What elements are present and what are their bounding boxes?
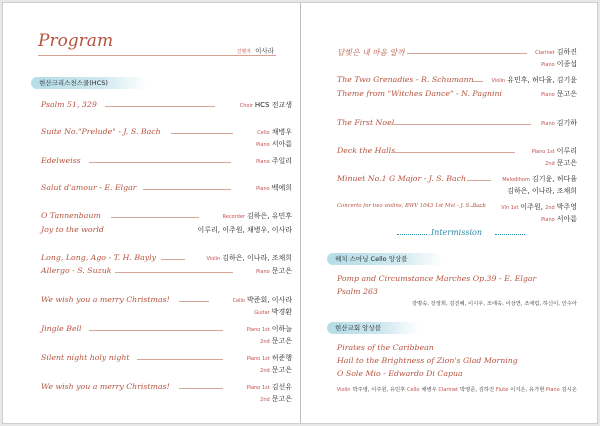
performer-line: [247, 382, 292, 392]
leader-line: [115, 272, 233, 273]
right-page: [301, 3, 599, 423]
performer-role: Piano: [256, 159, 270, 165]
leader-line: [473, 81, 483, 82]
performer-names: 이루리: [556, 147, 577, 155]
performer-role: Piano 1st: [246, 327, 270, 333]
leader-line: [407, 53, 527, 54]
piece-title: Theme from "Witches Dance" - N. Pagnini: [337, 89, 502, 98]
performer-role: Piano 1st: [531, 149, 555, 155]
performer-names: 박준회, 이사라: [246, 296, 292, 304]
leader-line: [171, 133, 233, 134]
mc-name: 이사라: [255, 47, 274, 55]
performer-names: 채병우: [271, 128, 292, 136]
performer-line: [240, 100, 292, 110]
credit-names: 채병우: [421, 387, 437, 393]
performer-role: Vln 1st: [501, 205, 519, 211]
piece-title: O Sole Mio - Edwardo Di Capua: [337, 369, 463, 378]
performer-names: 허준행: [271, 354, 292, 362]
mc-credit: [237, 46, 274, 55]
performer-line: [233, 295, 292, 305]
performer-role: Choir: [239, 103, 253, 109]
performer-role: Piano 1st: [246, 356, 270, 362]
performer-line: [207, 253, 292, 263]
title-underline: [38, 55, 276, 56]
performer-line: [541, 59, 577, 69]
performer-names: 유민후, 허다율, 김기윤: [507, 76, 577, 84]
performer-line: [247, 324, 292, 334]
performer-line: [492, 75, 577, 85]
performer-line: [256, 266, 292, 276]
section-label-hcs: 현산크리스천스쿨(HCS): [31, 77, 147, 89]
piece-title: Allergo - S. Suzuk: [41, 266, 112, 275]
leader-line: [393, 152, 515, 153]
performer-line: [256, 183, 292, 193]
leader-line: [111, 217, 199, 218]
performer-names: 문고은: [271, 366, 292, 374]
credit-role: Cello: [406, 387, 420, 393]
performer-names: 이하늘: [271, 325, 292, 333]
performer-role: Piano: [541, 217, 555, 223]
performer-names: 김하은, 유민후: [246, 212, 292, 220]
leader-line: [143, 189, 231, 190]
performer-line: [541, 89, 577, 99]
piece-title: Hail to the Brightness of Zion's Glad Morning: [337, 356, 518, 365]
piece-title: Jingle Bell: [41, 324, 82, 333]
performer-role: Melodihorn: [502, 177, 530, 183]
piece-title: We wish you a merry Christmas!: [41, 382, 170, 391]
piece-title: O Tannenbaum: [41, 211, 101, 220]
performer-names: HCS 전교생: [254, 101, 292, 109]
piece-title: 답빛은 내 마음 알까: [337, 48, 405, 57]
performer-names: 김하은, 이나라, 조채희: [222, 254, 292, 262]
leader-line: [89, 330, 223, 331]
performer-names: 이루리, 이주원, 채병우, 이사라: [197, 226, 292, 234]
piece-title: Concerto for two violins, BWV 1043 1st Mvt - J. S. Bach: [337, 203, 486, 209]
performer-names: 김하은, 이나라, 조채희: [507, 187, 577, 195]
performer-names: 문고은: [271, 395, 292, 403]
performer-line: [254, 307, 292, 317]
performer-names: 김기하: [556, 119, 577, 127]
performer-names: 문고은: [271, 337, 292, 345]
performer-line: [223, 211, 292, 221]
performer-role: 2nd: [545, 205, 555, 211]
ensemble-members: 강명숙, 강정희, 김진혜, 이시우, 조애숙, 이상연, 조애림, 하신이, 인수아: [411, 301, 577, 307]
performer-names: 서아름: [271, 140, 292, 148]
performer-role: Piano: [541, 62, 555, 68]
leader-line: [179, 388, 223, 389]
page-title: Program: [38, 31, 114, 51]
performer-line: [532, 146, 577, 156]
leader-line: [137, 359, 223, 360]
credit-role: Flute: [495, 387, 509, 393]
performer-line: [501, 202, 577, 212]
leader-line: [161, 259, 185, 260]
performer-role: 2nd: [260, 397, 270, 403]
performer-role: Recorder: [222, 214, 245, 220]
performer-line: [256, 139, 292, 149]
performer-role: Piano: [541, 92, 555, 98]
piece-title: Joy to the world: [41, 225, 104, 234]
performer-role: Piano: [541, 121, 555, 127]
performer-names: 문고은: [556, 90, 577, 98]
piece-title: The Two Grenadies - R. Schumann: [337, 75, 474, 84]
credit-names: 박주영, 이주원, 유민후: [352, 387, 406, 393]
piece-title: Long, Long, Ago - T. H. Bayly: [41, 253, 157, 262]
credit-role: Clarinet: [438, 387, 459, 393]
performer-line: [507, 186, 577, 196]
performer-role: Guitar: [254, 310, 270, 316]
performer-role: 2nd: [260, 339, 270, 345]
ensemble-credits: [337, 385, 577, 393]
performer-line: [541, 214, 577, 224]
leader-line: [89, 162, 231, 163]
performer-role: 2nd: [545, 161, 555, 167]
performer-line: [256, 156, 292, 166]
credit-names: 이지은, 유가현: [510, 387, 545, 393]
performer-line: [535, 47, 577, 57]
piece-title: Psalm 263: [337, 287, 378, 296]
intermission-dots-left: [397, 234, 427, 235]
piece-title: The First Noel: [337, 118, 395, 127]
performer-role: Violin: [206, 256, 221, 262]
performer-role: Piano 1st: [246, 385, 270, 391]
leader-line: [471, 206, 485, 207]
performer-role: Piano: [256, 269, 270, 275]
mc-role: 진행자: [236, 49, 252, 55]
piece-title: Salut d'amour - E. Elgar: [41, 183, 137, 192]
performer-role: Piano: [256, 186, 270, 192]
performer-line: [198, 225, 293, 235]
piece-title: Psalm 51, 329: [41, 100, 97, 109]
left-page: [3, 3, 301, 423]
performer-line: [260, 394, 292, 404]
intermission-dots-right: [495, 234, 525, 235]
performer-names: 김하진: [556, 48, 577, 56]
performer-names: 김기윤, 허다율: [531, 175, 577, 183]
performer-role: Piano: [256, 142, 270, 148]
piece-title: Silent night holy night: [41, 353, 130, 362]
performer-names: 이주원,: [520, 203, 543, 211]
piece-title: Minuet No.1 G Major - J. S. Bach: [337, 174, 467, 183]
performer-line: [502, 174, 577, 184]
intermission-label: Intermission: [431, 228, 482, 237]
program-spread: [2, 2, 598, 424]
piece-title: We wish you a merry Christmas!: [41, 295, 170, 304]
performer-role: Clarinet: [535, 50, 555, 56]
performer-names: 문고은: [556, 159, 577, 167]
performer-names: 김선유: [271, 383, 292, 391]
credit-role: Piano: [546, 387, 560, 393]
piece-title: Suite No."Prelude" - J. S. Bach: [41, 127, 161, 136]
performer-line: [260, 365, 292, 375]
piece-title: Deck the Halls: [337, 146, 396, 155]
credit-role: Violin: [336, 387, 351, 393]
piece-title: Pirates of the Caribbean: [337, 343, 434, 352]
performer-names: 서아름: [556, 215, 577, 223]
performer-names: 이종섭: [556, 60, 577, 68]
performer-role: Violin: [491, 78, 506, 84]
performer-names: 주일리: [271, 157, 292, 165]
section-label-cello: 헤치 스마닝 Cello 앙상블: [327, 253, 443, 265]
piece-title: Edelweiss: [41, 156, 81, 165]
section-label-church: 현산교회 앙상블: [327, 322, 419, 334]
leader-line: [179, 301, 209, 302]
performer-role: Cello: [232, 298, 245, 304]
leader-line: [391, 124, 531, 125]
performer-line: [260, 336, 292, 346]
leader-line: [467, 180, 491, 181]
performer-names: 백예희: [271, 184, 292, 192]
performer-role: Cello: [257, 130, 270, 136]
leader-line: [105, 106, 215, 107]
performer-line: [541, 118, 577, 128]
credit-names: 김시온: [561, 387, 577, 393]
performer-names: 문고은: [271, 267, 292, 275]
piece-title: Pomp and Circumstance Marches Op.39 - E. Elgar: [337, 274, 537, 283]
performer-names: 박경환: [271, 308, 292, 316]
performer-names: 박주영: [556, 203, 577, 211]
credit-names: 박영준, 김하진: [460, 387, 495, 393]
performer-line: [257, 127, 292, 137]
performer-role: 2nd: [260, 368, 270, 374]
performer-line: [545, 158, 577, 168]
performer-line: [247, 353, 292, 363]
